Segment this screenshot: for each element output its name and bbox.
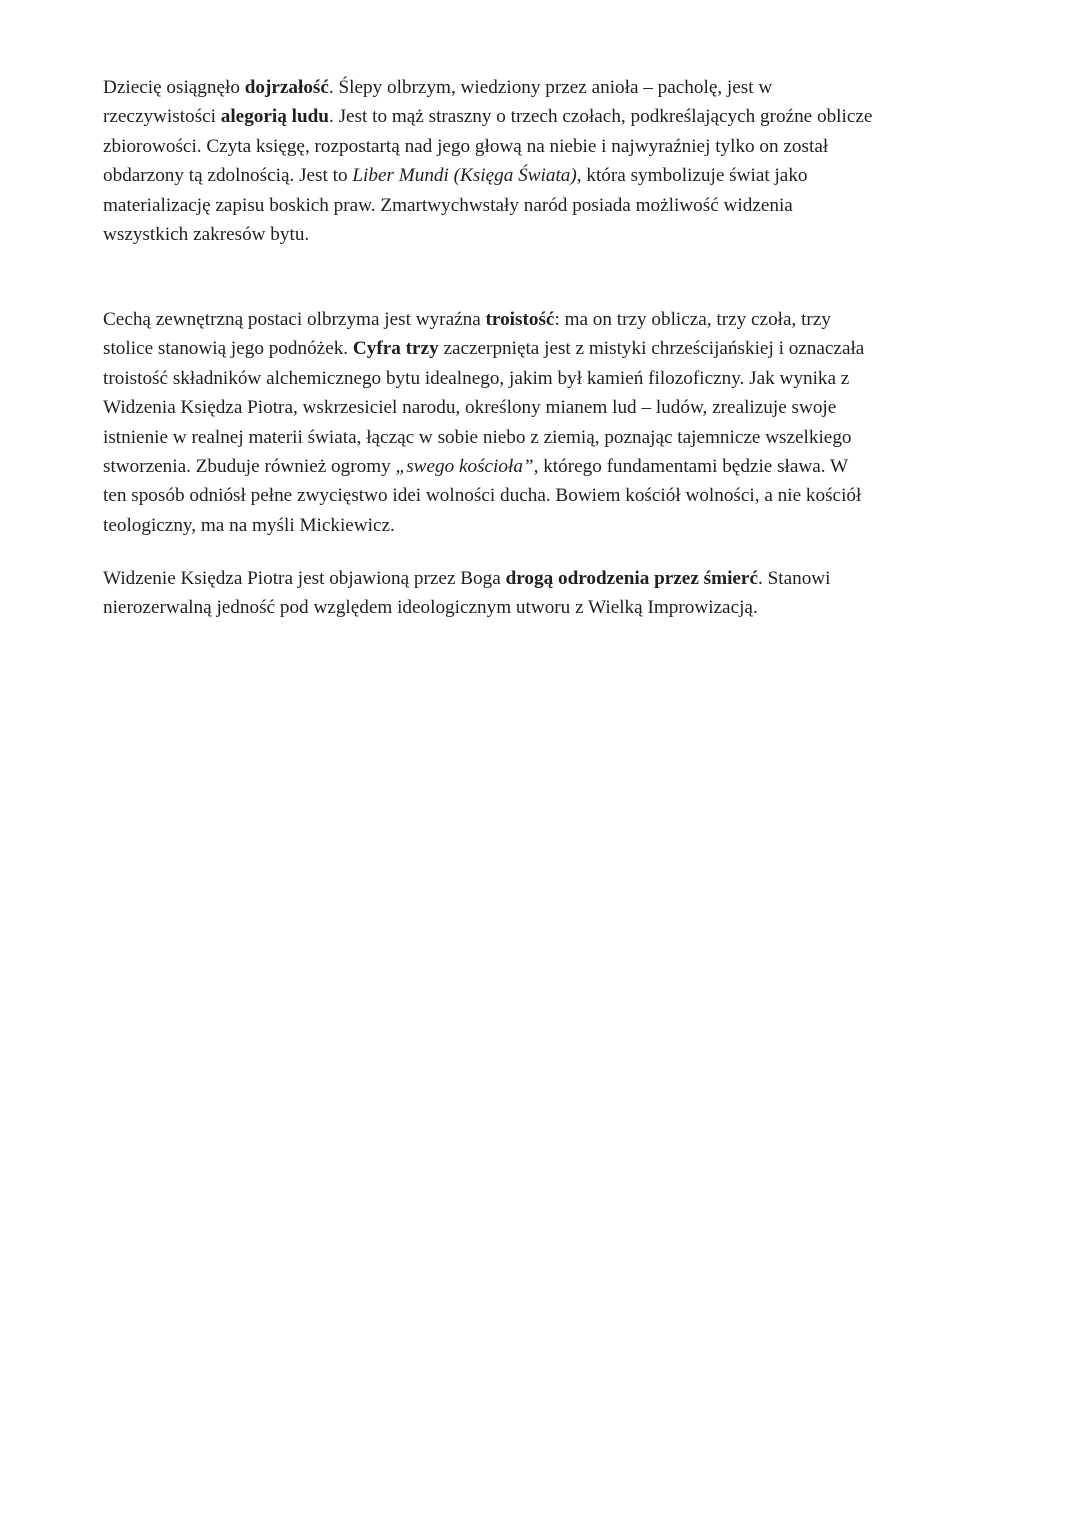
text-line xyxy=(103,452,983,481)
text-run: obdarzony tą zdolnością. Jest to xyxy=(103,165,353,187)
paragraph-troistosc xyxy=(103,305,983,540)
text-line xyxy=(103,161,983,190)
emphasis-bold: troistość xyxy=(485,309,555,330)
text-run: Cechą zewnętrzną postaci olbrzyma jest wyraźna xyxy=(103,309,486,330)
text-run: ten sposób odniósł pełne zwycięstwo idei wolności ducha. Bowiem kościół wolności, a nie kościół xyxy=(103,485,862,507)
paragraph-droga-odrodzenia xyxy=(103,564,983,623)
emphasis-italic: Liber Mundi (Księga Świata) xyxy=(352,165,577,187)
text-run: troistość składników alchemicznego bytu idealnego, jakim był kamień filozoficzny. Jak wynika z xyxy=(103,367,850,389)
text-run: stworzenia. Zbuduje również ogromy xyxy=(103,456,396,478)
text-run: zaczerpnięta jest z mistyki chrześcijańskiej i oznaczała xyxy=(438,338,865,360)
text-run: zbiorowości. Czyta księgę, rozpostartą nad jego głową na niebie i najwyraźniej tylko on został xyxy=(103,135,829,157)
text-run: wszystkich zakresów bytu. xyxy=(103,224,310,246)
text-run: : ma on trzy oblicza, trzy czoła, trzy xyxy=(554,309,831,330)
text-run: . Stanowi xyxy=(757,568,831,589)
text-line xyxy=(103,393,983,422)
text-run: , którego fundamentami będzie sława. W xyxy=(533,456,849,478)
emphasis-bold: alegorią ludu xyxy=(220,106,329,128)
emphasis-bold: drogą odrodzenia przez śmierć xyxy=(505,568,758,589)
text-line xyxy=(103,305,983,334)
text-line xyxy=(103,564,983,593)
text-line xyxy=(103,220,983,249)
text-run: materializację zapisu boskich praw. Zmartwychwstały naród posiada możliwość widzenia xyxy=(103,194,793,216)
text-run: , która symbolizuje świat jako xyxy=(576,165,808,187)
text-line xyxy=(103,481,983,510)
text-line xyxy=(103,73,983,102)
text-line xyxy=(103,423,983,452)
text-line xyxy=(103,364,983,393)
text-line xyxy=(103,191,983,220)
text-run: istnienie w realnej materii świata, łącząc w sobie niebo z ziemią, poznając tajemnicze wszelkiego xyxy=(103,426,852,448)
text-line xyxy=(103,593,983,622)
text-run: stolice stanowią jego podnóżek. xyxy=(103,338,353,360)
text-run: . Ślepy olbrzym, wiedziony przez anioła – pacholę, jest w xyxy=(328,77,773,98)
paragraph-olbrzym-alegoria xyxy=(103,73,983,249)
text-run: rzeczywistości xyxy=(103,106,221,128)
emphasis-bold: dojrzałość xyxy=(244,77,329,98)
text-run: Widzenia Księdza Piotra, wskrzesiciel narodu, określony mianem lud – ludów, zrealizuje swoje xyxy=(103,397,837,419)
text-run: . Jest to mąż straszny o trzech czołach, podkreślających groźne oblicze xyxy=(328,106,873,128)
text-run: Widzenie Księdza Piotra jest objawioną przez Boga xyxy=(103,568,506,589)
text-run: nierozerwalną jedność pod względem ideologicznym utworu z Wielką Improwizacją. xyxy=(103,597,758,619)
text-line xyxy=(103,511,983,540)
text-run: Dziecię osiągnęło xyxy=(103,77,245,98)
emphasis-bold: Cyfra trzy xyxy=(352,338,439,360)
text-run: teologiczny, ma na myśli Mickiewicz. xyxy=(103,514,395,536)
emphasis-italic: „swego kościoła” xyxy=(395,456,534,478)
text-line xyxy=(103,132,983,161)
text-line xyxy=(103,102,983,131)
text-line xyxy=(103,334,983,363)
